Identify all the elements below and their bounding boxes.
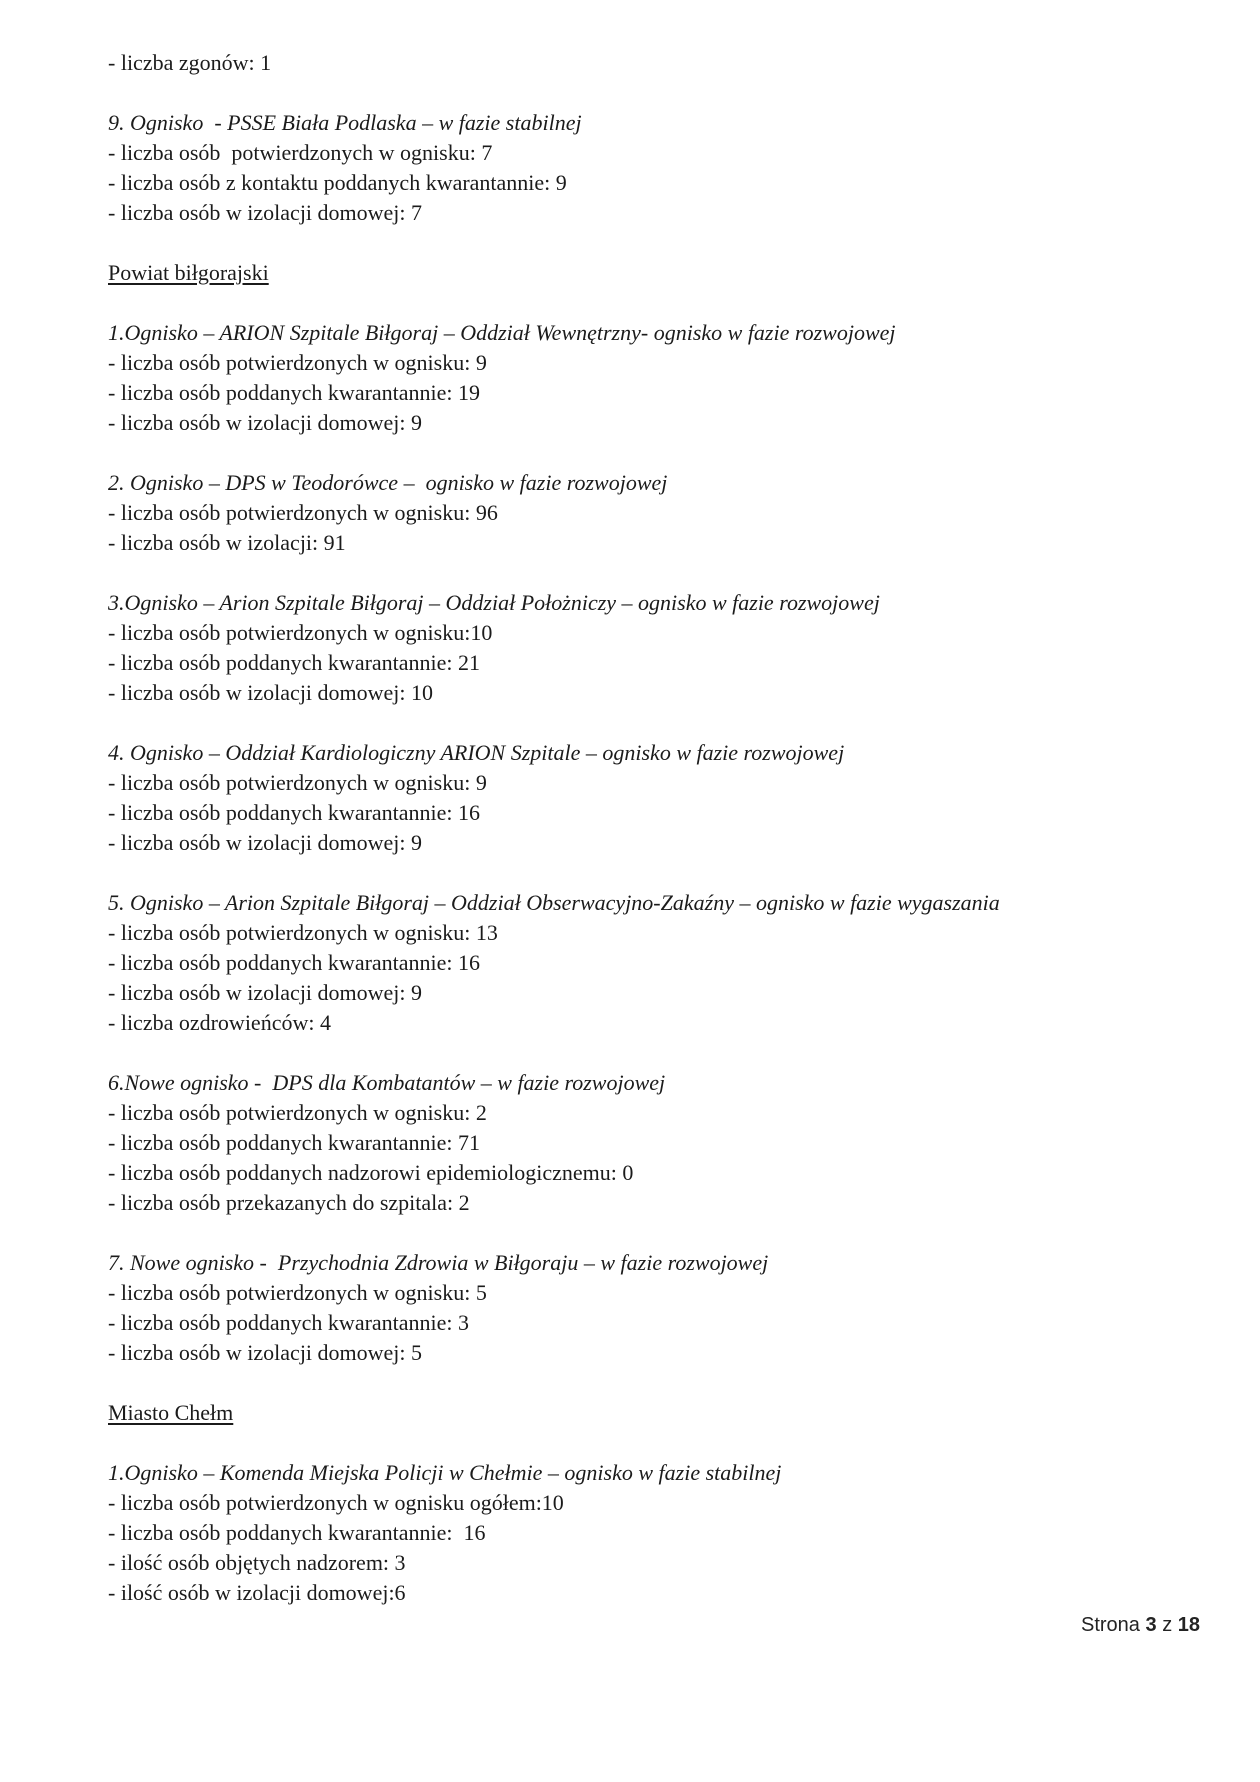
stat-line: - liczba osób potwierdzonych w ognisku:10 [108,620,493,645]
outbreak-title: 5. Ognisko – Arion Szpitale Biłgoraj – Oddział Obserwacyjno-Zakaźny – ognisko w fazie wygaszania [108,890,1000,915]
stat-line: - liczba osób poddanych nadzorowi epidemiologicznemu: 0 [108,1160,634,1185]
stat-line: - liczba osób poddanych kwarantannie: 19 [108,380,481,405]
region-section [108,258,1200,288]
stat-line: - liczba osób w izolacji domowej: 9 [108,410,423,435]
stat-line: - liczba osób w izolacji domowej: 5 [108,1340,423,1365]
region-section [108,1398,1200,1428]
outbreak-title: 4. Ognisko – Oddział Kardiologiczny ARION Szpitale – ognisko w fazie rozwojowej [108,740,845,765]
stat-line: - liczba osób poddanych kwarantannie: 71 [108,1130,481,1155]
stat-line: - ilość osób w izolacji domowej:6 [108,1580,406,1605]
stat-line: - liczba osób potwierdzonych w ognisku: 13 [108,920,498,945]
stat-line: - liczba osób w izolacji domowej: 7 [108,200,423,225]
stat-line: - liczba osób potwierdzonych w ognisku: 9 [108,350,487,375]
stat-line: - liczba osób potwierdzonych w ognisku ogółem:10 [108,1490,564,1515]
outbreak-title: 1.Ognisko – Komenda Miejska Policji w Chełmie – ognisko w fazie stabilnej [108,1460,782,1485]
footer-of-label: z [1162,1614,1173,1636]
outbreak-section [108,318,1200,438]
stat-line: - liczba osób z kontaktu poddanych kwarantannie: 9 [108,170,567,195]
page-footer [1081,1613,1200,1637]
stat-line: - liczba osób potwierdzonych w ognisku: 5 [108,1280,487,1305]
stat-line: - liczba osób w izolacji domowej: 10 [108,680,434,705]
footer-page-label: Strona [1081,1614,1140,1636]
stat-line: - liczba osób w izolacji: 91 [108,530,346,555]
outbreak-title: 2. Ognisko – DPS w Teodorówce – ognisko w fazie rozwojowej [108,470,668,495]
stat-line: - liczba zgonów: 1 [108,50,272,75]
document-body [108,48,1200,1608]
stat-line: - liczba osób w izolacji domowej: 9 [108,830,423,855]
stat-line: - liczba osób potwierdzonych w ognisku: 9 [108,770,487,795]
outbreak-title: 7. Nowe ognisko - Przychodnia Zdrowia w Biłgoraju – w fazie rozwojowej [108,1250,769,1275]
outbreak-section [108,588,1200,708]
stat-line: - liczba ozdrowieńców: 4 [108,1010,331,1035]
outbreak-title: 1.Ognisko – ARION Szpitale Biłgoraj – Oddział Wewnętrzny- ognisko w fazie rozwojowej [108,320,896,345]
stat-line: - liczba osób poddanych kwarantannie: 3 [108,1310,470,1335]
footer-page-number: 3 [1145,1614,1157,1636]
outbreak-section [108,1458,1200,1608]
stat-line: - liczba osób przekazanych do szpitala: 2 [108,1190,470,1215]
outbreak-section [108,888,1200,1038]
stat-line: - liczba osób potwierdzonych w ognisku: 7 [108,140,493,165]
stat-line: - liczba osób poddanych kwarantannie: 16 [108,950,481,975]
outbreak-section [108,48,1200,78]
stat-line: - liczba osób potwierdzonych w ognisku: 96 [108,500,498,525]
stat-line: - liczba osób potwierdzonych w ognisku: 2 [108,1100,487,1125]
outbreak-section [108,1068,1200,1218]
stat-line: - liczba osób poddanych kwarantannie: 21 [108,650,481,675]
outbreak-title: 9. Ognisko - PSSE Biała Podlaska – w fazie stabilnej [108,110,582,135]
outbreak-title: 3.Ognisko – Arion Szpitale Biłgoraj – Oddział Położniczy – ognisko w fazie rozwojowej [108,590,880,615]
outbreak-title: 6.Nowe ognisko - DPS dla Kombatantów – w fazie rozwojowej [108,1070,666,1095]
outbreak-section [108,108,1200,228]
outbreak-section [108,738,1200,858]
stat-line: - liczba osób poddanych kwarantannie: 16 [108,1520,486,1545]
outbreak-section [108,1248,1200,1368]
region-heading: Miasto Chełm [108,1400,234,1425]
footer-total-pages: 18 [1177,1614,1200,1636]
stat-line: - ilość osób objętych nadzorem: 3 [108,1550,406,1575]
stat-line: - liczba osób w izolacji domowej: 9 [108,980,423,1005]
region-heading: Powiat biłgorajski [108,260,269,285]
outbreak-section [108,468,1200,558]
stat-line: - liczba osób poddanych kwarantannie: 16 [108,800,481,825]
